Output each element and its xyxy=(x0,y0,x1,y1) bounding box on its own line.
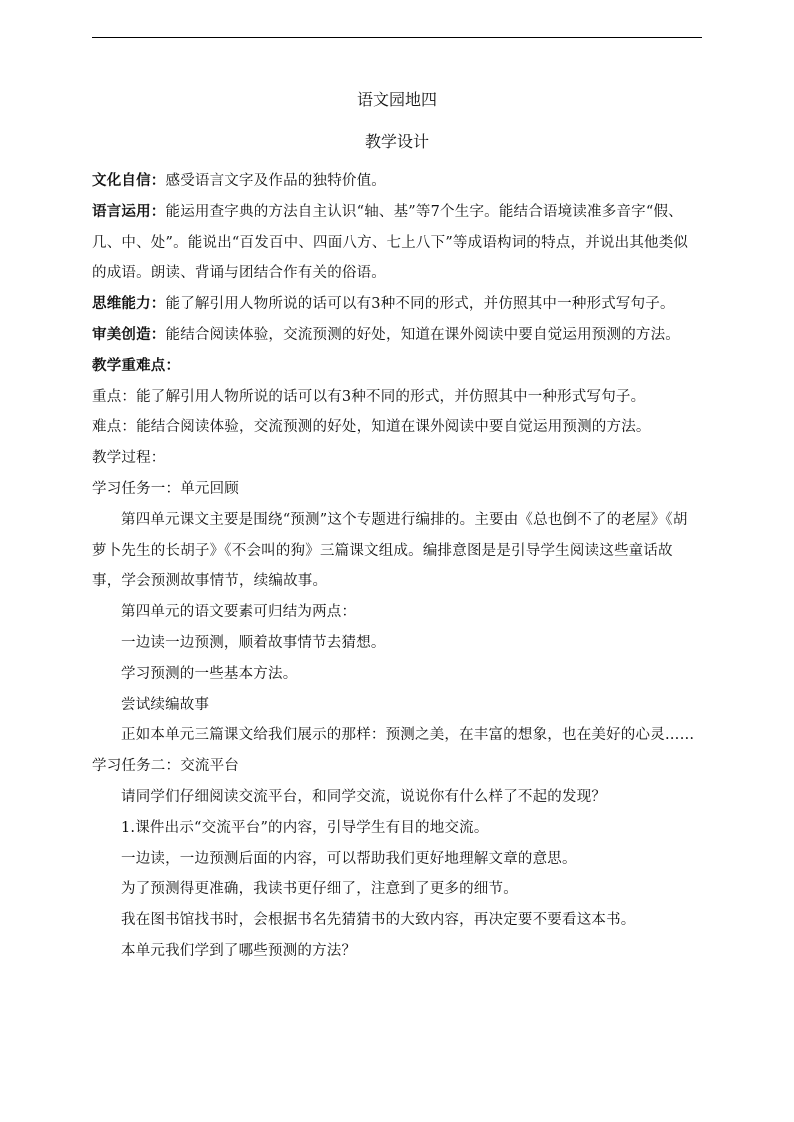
document-body xyxy=(92,166,702,967)
goal-label: 语言运用： xyxy=(92,202,166,220)
paragraph: 一边读，一边预测后面的内容，可以帮助我们更好地理解文章的意思。 xyxy=(121,850,577,867)
paragraph: 尝试续编故事 xyxy=(121,696,210,713)
paragraph: 第四单元课文主要是围绕“预测”这个专题进行编排的。主要由《总也倒不了的老屋》《胡萝卜先生的长胡子》《不会叫的狗》三篇课文组成。编排意图是是引导学生阅读这些童话故事，学会预测故事情节，续编故事。 xyxy=(92,511,688,590)
paragraph: 学习预测的一些基本方法。 xyxy=(121,665,298,682)
task1-title: 学习任务一：单元回顾 xyxy=(92,480,239,497)
task2-title: 学习任务二：交流平台 xyxy=(92,758,239,775)
goal-text: 能了解引用人物所说的话可以有3种不同的形式，并仿照其中一种形式写句子。 xyxy=(165,296,675,313)
key-point-focus: 重点：能了解引用人物所说的话可以有3种不同的形式，并仿照其中一种形式写句子。 xyxy=(92,388,646,405)
header-rule xyxy=(92,37,702,38)
paragraph: 本单元我们学到了哪些预测的方法？ xyxy=(121,942,357,959)
document-title: 语文园地四 xyxy=(356,90,437,109)
goal-label: 文化自信： xyxy=(92,172,166,189)
paragraph: 请同学们仔细阅读交流平台，和同学交流，说说你有什么样了不起的发现？ xyxy=(121,788,607,805)
goal-language xyxy=(92,197,702,289)
goal-aesthetic xyxy=(92,320,702,351)
paragraph: 为了预测得更准确，我读书更仔细了，注意到了更多的细节。 xyxy=(121,881,518,898)
goal-thinking xyxy=(92,289,702,320)
process-heading: 教学过程： xyxy=(92,450,166,467)
paragraph: 1.课件出示“交流平台”的内容，引导学生有目的地交流。 xyxy=(121,819,489,836)
key-points-heading: 教学重难点： xyxy=(92,356,181,374)
paragraph: 我在图书馆找书时，会根据书名先猜猜书的大致内容，再决定要不要看这本书。 xyxy=(121,912,636,929)
document-subtitle: 教学设计 xyxy=(364,132,429,151)
goal-label: 审美创造： xyxy=(92,325,166,343)
goal-text: 能结合阅读体验，交流预测的好处，知道在课外阅读中要自觉运用预测的方法。 xyxy=(165,326,680,343)
goal-text: 感受语言文字及作品的独特价值。 xyxy=(165,173,386,189)
goal-culture xyxy=(92,166,702,197)
paragraph: 第四单元的语文要素可归结为两点： xyxy=(121,604,357,621)
paragraph: 正如本单元三篇课文给我们展示的那样：预测之美，在丰富的想象，也在美好的心灵…… xyxy=(121,727,695,744)
key-point-difficulty: 难点：能结合阅读体验，交流预测的好处，知道在课外阅读中要自觉运用预测的方法。 xyxy=(92,419,651,436)
goal-text: 能运用查字典的方法自主认识“轴、基”等7个生字。能结合语境读准多音字“假、几、中、处”。能说出“百发百中、四面八方、七上八下”等成语构词的特点，并说出其他类似的成语。朗读、背诵与团结合作有关的俗语。 xyxy=(92,203,689,282)
goal-label: 思维能力： xyxy=(92,295,166,313)
paragraph: 一边读一边预测，顺着故事情节去猜想。 xyxy=(121,634,386,651)
